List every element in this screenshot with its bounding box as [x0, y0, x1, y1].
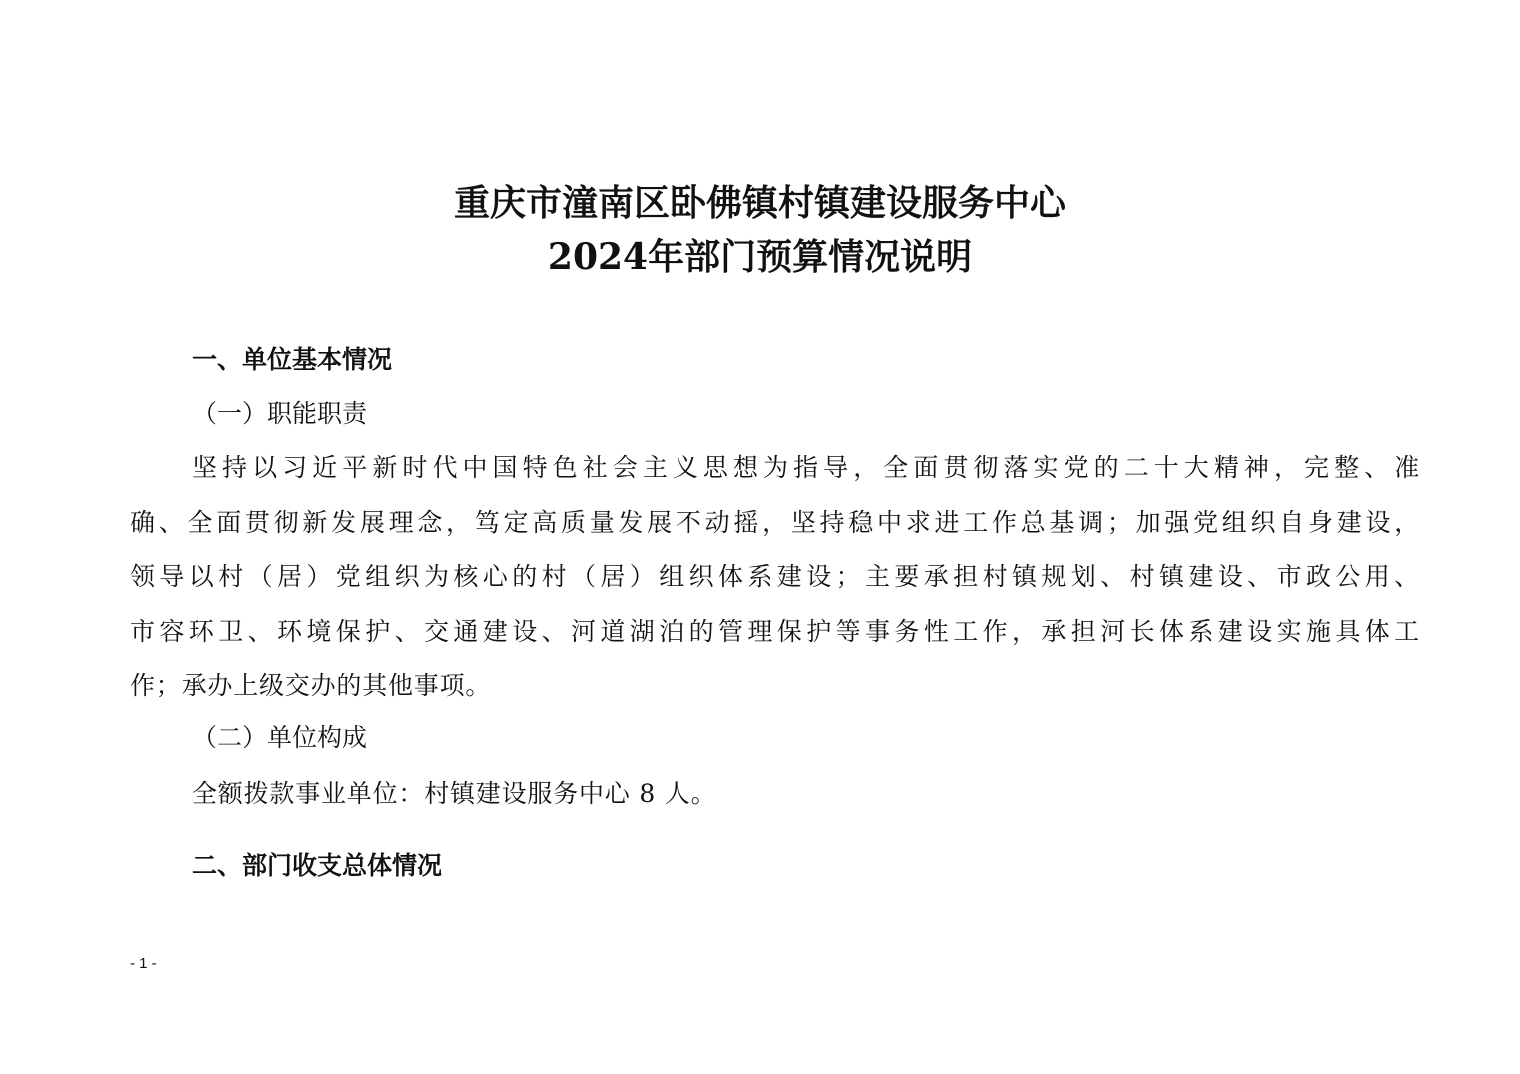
subsection-heading-duties: （一）职能职责 — [192, 399, 368, 428]
composition-text: 全额拨款事业单位：村镇建设服务中心 8 人。 — [192, 779, 717, 808]
title-line-2: 2024年部门预算情况说明 — [547, 236, 973, 278]
page-number: - 1 - — [130, 955, 157, 972]
section-heading-budget-overview: 二、部门收支总体情况 — [192, 851, 443, 880]
subsection-heading-composition: （二）单位构成 — [192, 723, 368, 752]
section-heading-basic-info: 一、单位基本情况 — [192, 345, 393, 374]
duties-paragraph — [130, 441, 1420, 714]
title-line-1: 重庆市潼南区卧佛镇村镇建设服务中心 — [453, 182, 1066, 224]
duties-line-1: 坚持以习近平新时代中国特色社会主义思想为指导，全面贯彻落实党的二十大精神，完整、准 — [192, 453, 1420, 482]
duties-line-4: 市容环卫、环境保护、交通建设、河道湖泊的管理保护等事务性工作，承担河长体系建设实施具体工 — [130, 616, 1420, 646]
duties-line-5: 作；承办上级交办的其他事项。 — [130, 671, 492, 700]
document-title — [0, 176, 1520, 284]
duties-line-2: 确、全面贯彻新发展理念，笃定高质量发展不动摇，坚持稳中求进工作总基调；加强党组织自身建设， — [130, 507, 1420, 537]
duties-line-3: 领导以村（居）党组织为核心的村（居）组织体系建设；主要承担村镇规划、村镇建设、市政公用、 — [130, 562, 1420, 591]
